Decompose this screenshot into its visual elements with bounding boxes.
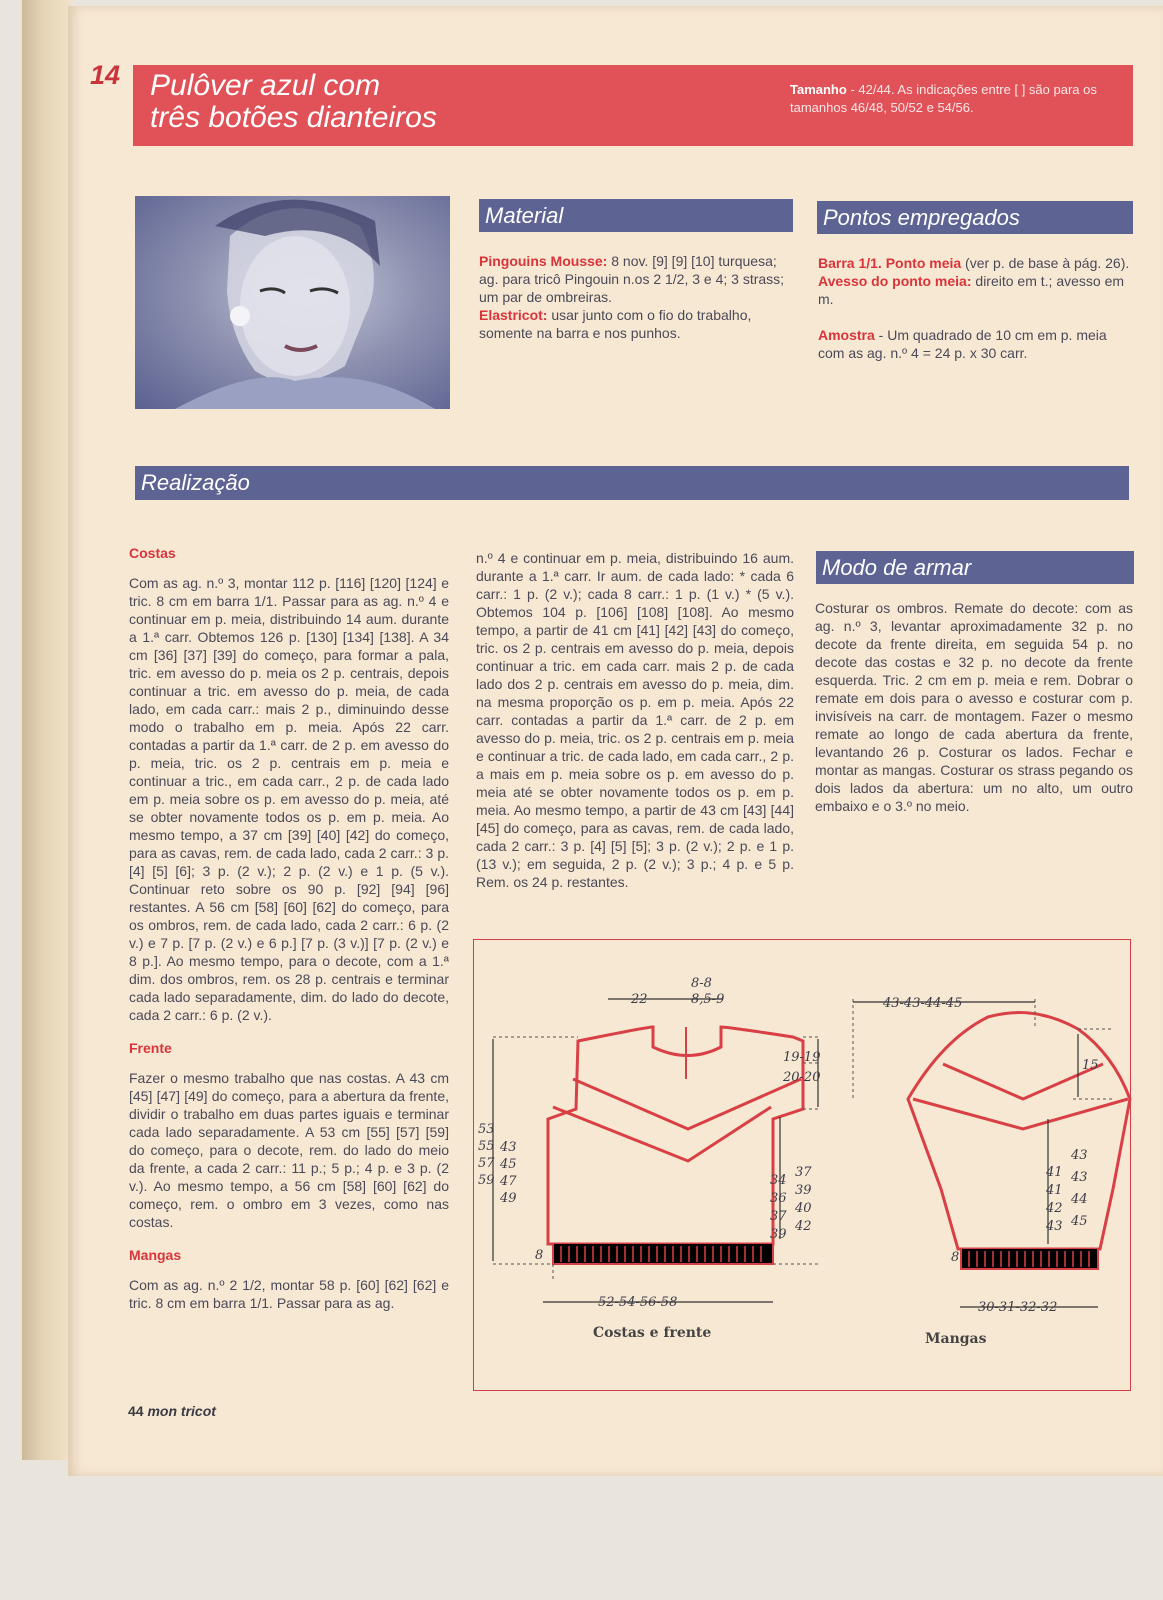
sleeve-left-c: 42: [1046, 1201, 1063, 1216]
material-text-2: usar junto com o fio do trabalho, somente na barra e nos punhos.: [479, 307, 752, 341]
body-right-1-a: 34: [770, 1173, 787, 1188]
modo-text: Costurar os ombros. Remate do decote: com as ag. n.º 3, levantar aproximadamente 32 p. no decote da frente direita, em seguida 54 p. no decote das costas e 32 p. no decote da frente esquerda. Tric. 2 cm em p. meia e rem. Dobrar o remate em dois para o avesso e costurar com p. invisíveis na carr. de montagem. Fazer o mesmo remate ao longo de cada abertura da frente, levantando 26 p. Costurar os lados. Fechar e montar as mangas. Costurar os strass pegando os dois lados da abertura: um no alto, um outro embaixo e o 3.º no meio.: [815, 600, 1133, 814]
body-right-1-c: 37: [770, 1209, 787, 1224]
frente-text: Fazer o mesmo trabalho que nas costas. A 43 cm [45] [47] [49] do começo, para a abertura da frente, dividir o trabalho em duas partes iguais e terminar cada lado separadamente. A 53 cm [55] [57] [59] do começo, para o decote, rem. do lado do meio da frente, a cada 2 carr.: 11 p.; 5 p.; 4 p. e 3 p. (2 v.). Ao mesmo tempo, a 56 cm [58] [60] [62] do começo, rem. o ombro em 3 vezes, como nas costas.: [129, 1070, 449, 1230]
sleeve-cap: 15: [1082, 1058, 1099, 1073]
page-edge: [22, 0, 72, 1460]
body-left-2-b: 45: [500, 1157, 517, 1172]
pontos-heading: Pontos empregados: [817, 201, 1133, 234]
pontos-label-2: Avesso do ponto meia:: [818, 273, 972, 289]
body-top-a: 8-8: [691, 976, 712, 991]
body-right-2-d: 42: [795, 1219, 812, 1234]
sleeve-left-d: 43: [1046, 1219, 1063, 1234]
body-right-a: 19-19: [783, 1050, 821, 1065]
page-footer: [128, 1403, 216, 1419]
body-left-2-c: 47: [500, 1174, 517, 1189]
page-number: 14: [90, 60, 121, 90]
body-width: 52-54-56-58: [598, 1295, 678, 1310]
sleeve-right-d: 45: [1071, 1214, 1088, 1229]
body-left-2-a: 43: [500, 1140, 517, 1155]
body-caption: Costas e frente: [593, 1325, 712, 1341]
pontos-label-1: Barra 1/1. Ponto meia: [818, 255, 962, 271]
page-title: Pulôver azul com três botões dianteiros: [150, 69, 437, 134]
body-right-b: 20-20: [783, 1070, 821, 1085]
body-outline: [548, 1027, 803, 1244]
footer-brand: mon tricot: [147, 1403, 216, 1419]
model-photo: [135, 196, 450, 409]
material-heading: Material: [479, 199, 793, 232]
pontos-label-3: Amostra: [818, 327, 875, 343]
modo-heading: Modo de armar: [816, 551, 1134, 584]
costas-heading: Costas: [129, 545, 176, 561]
body-left-1-c: 57: [478, 1156, 495, 1171]
body-right-1-b: 36: [770, 1191, 787, 1206]
material-label-2: Elastricot:: [479, 307, 548, 323]
body-left-1-d: 59: [478, 1173, 495, 1188]
size-label: Tamanho: [790, 82, 847, 97]
schematic-drawing: [473, 939, 1133, 1393]
pontos-text-3: - Um quadrado de 10 cm em p. meia com as ag. n.º 4 = 24 p. x 30 carr.: [818, 327, 1107, 361]
sleeve-rib-label: 8: [951, 1250, 960, 1265]
size-text: - 42/44. As indicações entre [ ] são para os tamanhos 46/48, 50/52 e 54/56.: [790, 82, 1097, 115]
body-top-c: 8,5-9: [691, 992, 725, 1007]
realizacao-heading: Realização: [135, 466, 1129, 500]
body-left-2-d: 49: [500, 1191, 517, 1206]
column-2-text: n.º 4 e continuar em p. meia, distribuindo 16 aum. durante a 1.ª carr. Ir aum. de cada lado: * cada 6 carr.: 1 p. (2 v.); cada 8 carr.: 1 p. (1 v.) * (5 v.). Obtemos 104 p. [106] [108] [108]. Ao mesmo tempo, a partir de 41 cm [41] [42] [43] do começo, tric. os 2 p. centrais em avesso do p. meia, depois continuar a tric. em cada carr. mais 2 p. de cada lado dos 2 p. centrais em avesso do p. meia, dim. na mesma proporção os p. em p. meia. Após 22 carr. contadas a partir da 1.ª carr. de 2 p. em avesso do p. meia, tric. os 2 p. centrais em p. meia e continuar a tric. de cada lado, em cada carr., 2 p. a mais em p. meia sobre os p. em avesso do p. meia até se obter novamente todos os p. em p. meia. Ao mesmo tempo, a partir de 43 cm [43] [44] [45] do começo, para as cavas, rem. de cada lado, cada 2 carr.: 3 p. [4] [5] [5]; 3 p. (2 v.); 2 p. e 1 p. (13 v.); em seguida, 2 p. (2 v.); 3 p.; 4 p. e 5 p. Rem. os 24 p. restantes.: [476, 550, 794, 890]
mangas-text: Com as ag. n.º 2 1/2, montar 58 p. [60] [62] [62] e tric. 8 cm em barra 1/1. Passar para as ag.: [129, 1277, 449, 1311]
sleeve-caption: Mangas: [925, 1331, 987, 1347]
body-rib-label: 8: [535, 1248, 544, 1263]
model-photo-art: [135, 196, 450, 409]
material-text-1: 8 nov. [9] [9] [10] turquesa; ag. para tricô Pingouin n.os 2 1/2, 3 e 4; 3 strass; um par de ombreiras.: [479, 253, 785, 305]
material-text: [479, 252, 793, 342]
frente-heading: Frente: [129, 1040, 172, 1056]
footer-page-number: 44: [128, 1403, 144, 1419]
body-right-2-b: 39: [795, 1183, 812, 1198]
column-1: [129, 545, 449, 1312]
pontos-text-2: direito em t.; avesso em m.: [818, 273, 1125, 307]
sleeve-width: 30-31-32-32: [978, 1300, 1058, 1315]
sleeve-right-b: 43: [1071, 1170, 1088, 1185]
sleeve-left-b: 41: [1046, 1183, 1063, 1198]
sleeve-right-c: 44: [1071, 1192, 1088, 1207]
sleeve-right-a: 43: [1071, 1148, 1088, 1163]
pontos-text: [818, 254, 1136, 362]
body-left-1-b: 55: [478, 1139, 495, 1154]
body-right-1-d: 39: [770, 1227, 787, 1242]
body-right-2-a: 37: [795, 1165, 812, 1180]
body-top-b: 22: [631, 992, 648, 1007]
sleeve-top: 43-43-44-45: [883, 996, 963, 1011]
sleeve-outline: [908, 1013, 1130, 1249]
body-left-1-a: 53: [478, 1122, 495, 1137]
pontos-text-1: (ver p. de base à pág. 26).: [961, 255, 1130, 271]
size-note: [790, 81, 1125, 117]
body-right-2-c: 40: [795, 1201, 812, 1216]
sleeve-left-a: 41: [1046, 1165, 1063, 1180]
costas-text: Com as ag. n.º 3, montar 112 p. [116] [120] [124] e tric. 8 cm em barra 1/1. Passar para as ag. n.º 4 e continuar em p. meia, distribuindo 14 aum. durante a 1.ª carr. Obtemos 126 p. [130] [134] [138]. A 34 cm [36] [37] [39] do começo, para formar a pala, tric. em avesso do p. meia os 2 p. centrais, depois continuar a tric. em avesso do p. meia, de cada lado, em cada carr.: mais 2 p., diminuindo desse modo o trabalho em p. meia. Após 22 carr. contadas a partir da 1.ª carr. de 2 p. em avesso do p. meia, tric. os 2 p. centrais em p. meia e continuar a tric., em cada carr., 2 p. de cada lado em p. meia sobre os p. em avesso do p. meia, até se obter novamente todos os p. em p. meia. Ao mesmo tempo, a 37 cm [39] [40] [42] do começo, para as cavas, rem. de cada lado, cada 2 carr.: 3 p. [4] [5] [6]; 3 p. (2 v.); 2 p. (2 v.) e 1 p. (5 v.). Continuar reto sobre os 90 p. [92] [94] [96] restantes. A 56 cm [58] [60] [62] do começo, para os ombros, rem. de cada lado, cada 2 carr.: 6 p. (2 v.) e 7 p. [7 p. (2 v.) e 6 p.] [7 p. (3 v.)] [7 p. (2 v.) e 8 p.]. Ao mesmo tempo, para o decote, com a 1.ª dim. dos ombros, rem. os 28 p. centrais e terminar cada lado separadamente, dim. do lado do decote, cada 2 carr.: 6 p. (2 v.).: [129, 575, 449, 1023]
material-label-1: Pingouins Mousse:: [479, 253, 608, 269]
mangas-heading: Mangas: [129, 1247, 182, 1263]
